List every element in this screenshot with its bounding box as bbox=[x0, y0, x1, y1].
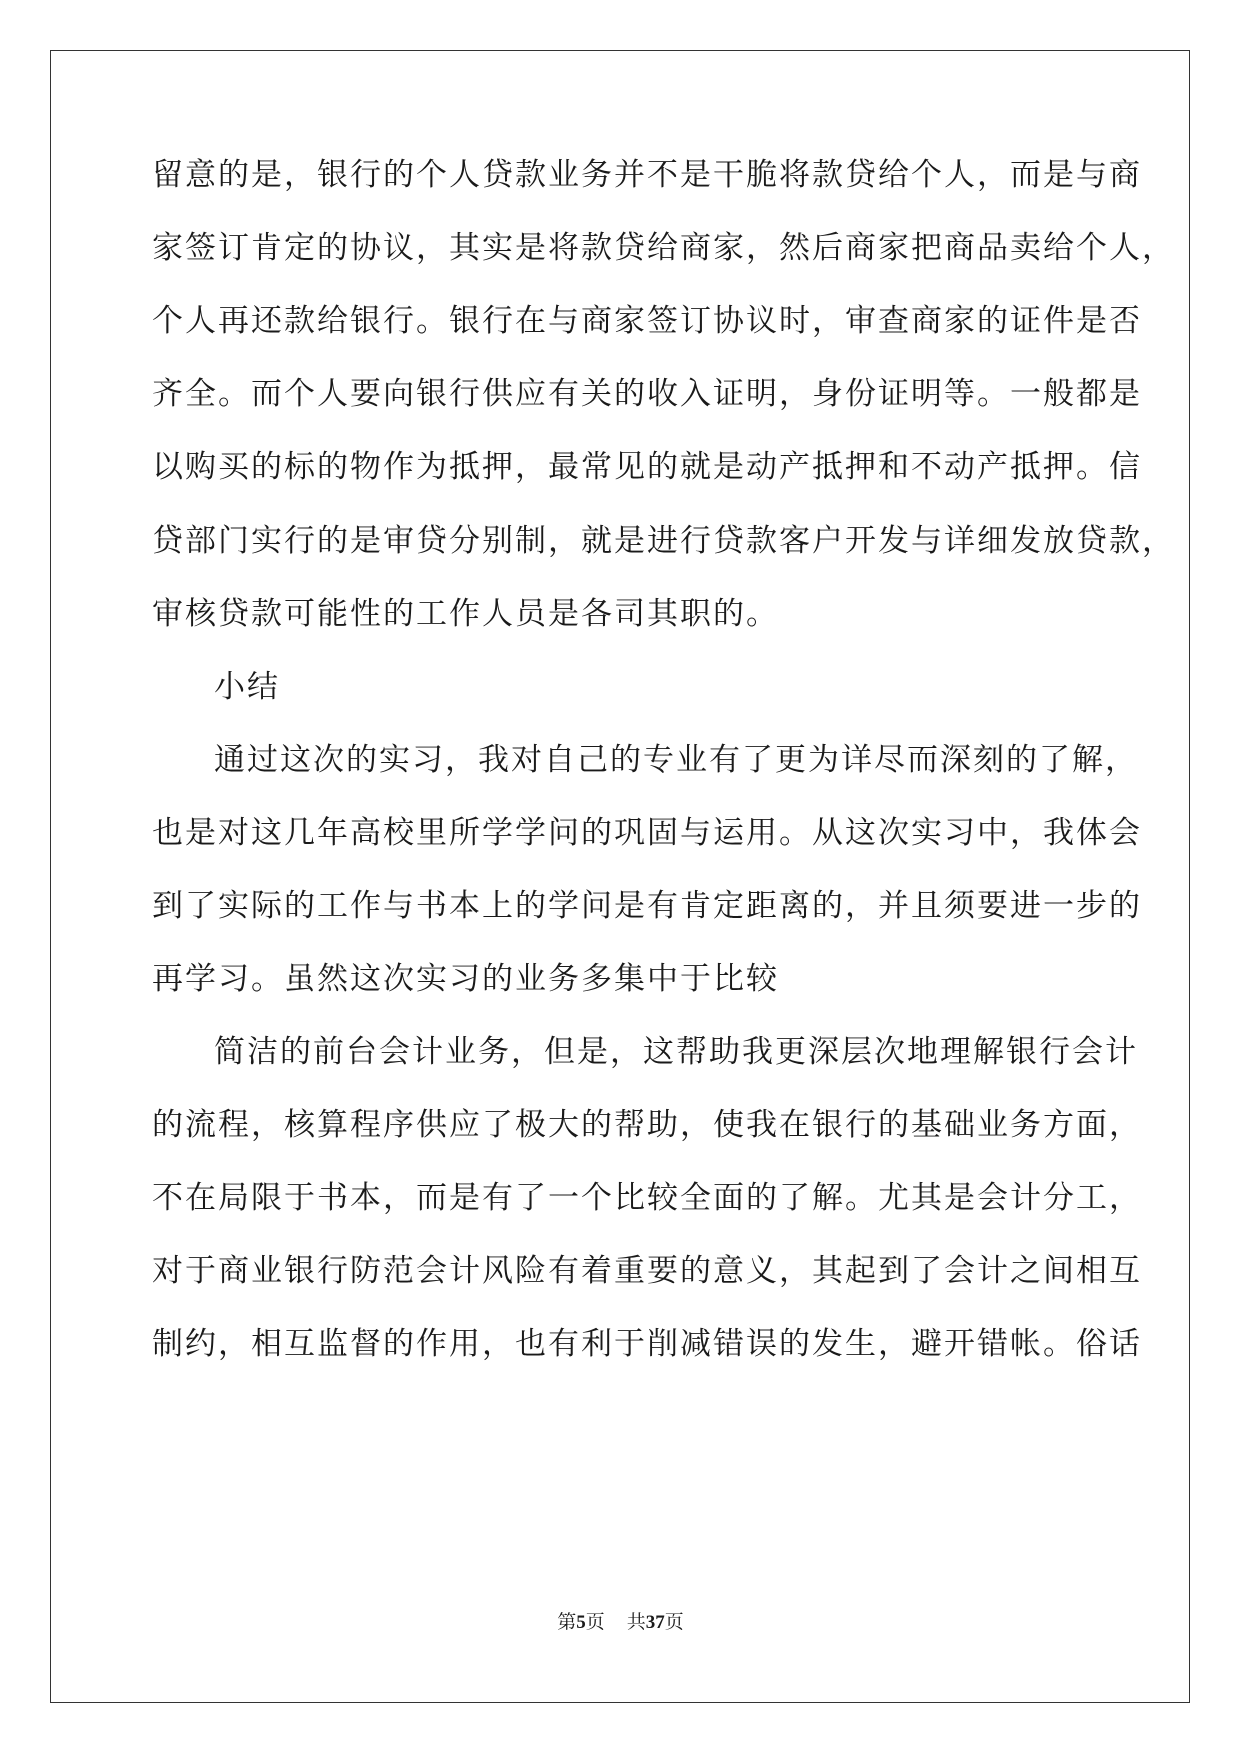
paragraph-first-line: 简洁的前台会计业务，但是，这帮助我更深层次地理解银行会计 bbox=[214, 1034, 1138, 1070]
page-frame bbox=[50, 50, 1190, 1703]
body-line: 也是对这几年高校里所学学问的巩固与运用。从这次实习中，我体会 bbox=[152, 815, 1142, 851]
total-prefix: 共 bbox=[626, 1611, 646, 1633]
page-prefix: 第 bbox=[557, 1611, 577, 1633]
body-line: 齐全。而个人要向银行供应有关的收入证明，身份证明等。一般都是 bbox=[152, 376, 1142, 412]
page-suffix: 页 bbox=[585, 1611, 605, 1633]
body-line: 不在局限于书本，而是有了一个比较全面的了解。尤其是会计分工， bbox=[152, 1180, 1142, 1216]
section-heading: 小结 bbox=[214, 669, 280, 705]
body-line: 贷部门实行的是审贷分别制，就是进行贷款客户开发与详细发放贷款， bbox=[152, 523, 1175, 559]
body-line: 对于商业银行防范会计风险有着重要的意义，其起到了会计之间相互 bbox=[152, 1253, 1142, 1289]
total-suffix: 页 bbox=[664, 1611, 684, 1633]
body-line: 家签订肯定的协议，其实是将款贷给商家，然后商家把商品卖给个人， bbox=[152, 230, 1175, 266]
body-line: 留意的是，银行的个人贷款业务并不是干脆将款贷给个人，而是与商 bbox=[152, 157, 1142, 193]
body-line: 个人再还款给银行。银行在与商家签订协议时，审查商家的证件是否 bbox=[152, 303, 1142, 339]
total-pages: 37 bbox=[645, 1612, 665, 1633]
body-line: 的流程，核算程序供应了极大的帮助，使我在银行的基础业务方面， bbox=[152, 1107, 1142, 1143]
body-line: 制约，相互监督的作用，也有利于削减错误的发生，避开错帐。俗话 bbox=[152, 1326, 1142, 1362]
page-footer bbox=[0, 1610, 1241, 1635]
paragraph-first-line: 通过这次的实习，我对自己的专业有了更为详尽而深刻的了解， bbox=[214, 742, 1138, 778]
page-number: 5 bbox=[576, 1612, 586, 1633]
body-line: 再学习。虽然这次实习的业务多集中于比较 bbox=[152, 961, 779, 997]
body-line: 以购买的标的物作为抵押，最常见的就是动产抵押和不动产抵押。信 bbox=[152, 449, 1142, 485]
body-line: 到了实际的工作与书本上的学问是有肯定距离的，并且须要进一步的 bbox=[152, 888, 1142, 924]
body-line: 审核贷款可能性的工作人员是各司其职的。 bbox=[152, 596, 779, 632]
